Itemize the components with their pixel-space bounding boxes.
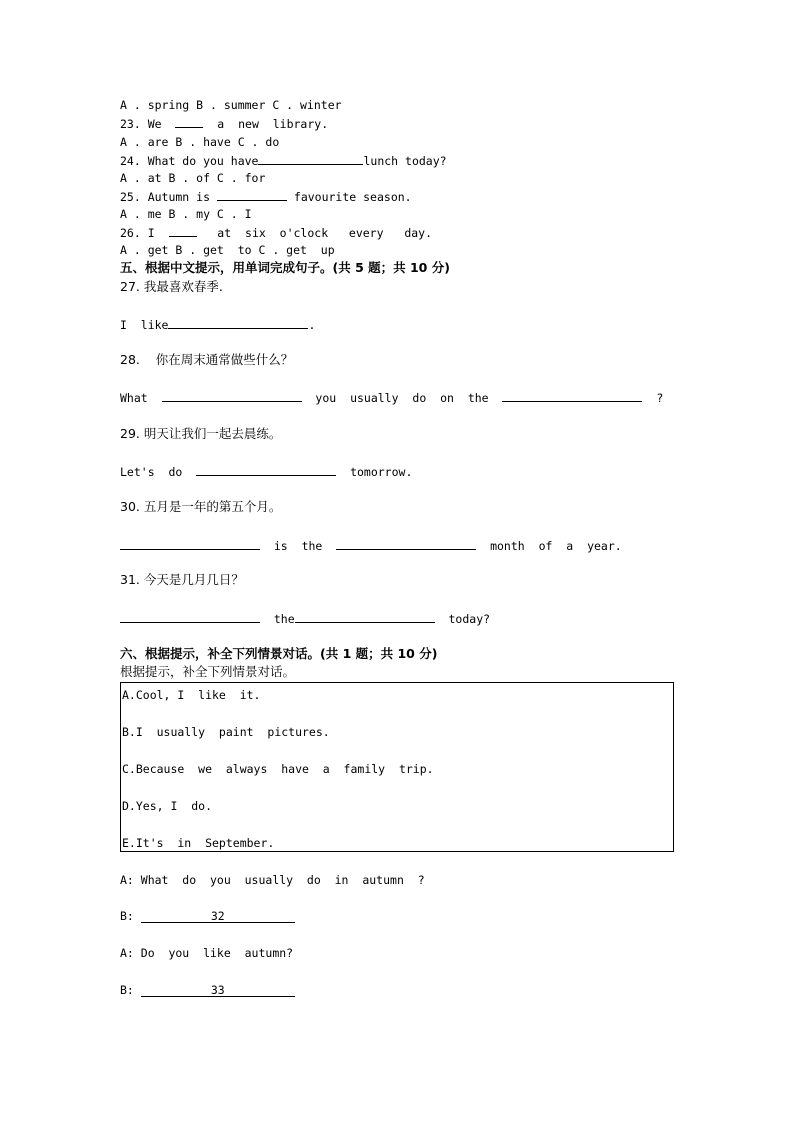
option-item: E.It's in September. bbox=[122, 836, 275, 850]
option-item: A.Cool, I like it. bbox=[122, 688, 261, 702]
dialog-b2-label: B: bbox=[120, 983, 134, 997]
q30-word: month bbox=[490, 539, 525, 553]
q30-answer-line bbox=[120, 538, 622, 553]
q31-chinese-prompt: 31. 今天是几月几日？ bbox=[120, 572, 244, 587]
dialog-b1-label: B: bbox=[120, 909, 134, 923]
q23-num: 23. bbox=[120, 117, 141, 131]
q24-suffix: lunch today? bbox=[363, 154, 447, 168]
q30-word: year. bbox=[587, 539, 622, 553]
q25-blank bbox=[217, 189, 287, 201]
q26-word: o'clock bbox=[279, 226, 329, 240]
option-item: D.Yes, I do. bbox=[122, 799, 213, 813]
q27-blank bbox=[168, 317, 308, 329]
q30-word: is bbox=[273, 539, 288, 553]
q26-options: A . get B . get to C . get up bbox=[120, 243, 335, 257]
q28-blank bbox=[502, 390, 642, 402]
q30-word: of bbox=[538, 539, 553, 553]
options-box bbox=[120, 682, 674, 852]
q28-chinese-prompt: 28. 你在周末通常做些什么？ bbox=[120, 352, 294, 367]
section6-title: 六、根据提示，补全下列情景对话。(共 1 题；共 10 分) bbox=[120, 646, 438, 661]
q33-blank: 33 bbox=[141, 984, 295, 997]
q23-word: library. bbox=[272, 117, 329, 131]
q25-options: A . me B . my C . I bbox=[120, 207, 252, 221]
q29-word: tomorrow. bbox=[350, 465, 413, 479]
section5-title: 五、根据中文提示，用单词完成句子。(共 5 题；共 10 分) bbox=[120, 260, 450, 275]
dialog-b1-line bbox=[120, 909, 295, 923]
q26-word: six bbox=[245, 226, 266, 240]
q29-word: do bbox=[168, 465, 183, 479]
q25-prefix: 25. Autumn is bbox=[120, 190, 211, 204]
section6-instruction: 根据提示，补全下列情景对话。 bbox=[120, 664, 296, 679]
q23-options: A . are B . have C . do bbox=[120, 135, 280, 149]
q26-word: every bbox=[348, 226, 384, 240]
q28-word: you bbox=[315, 391, 337, 405]
dialog-a1: A: What do you usually do in autumn ? bbox=[120, 873, 425, 887]
q27-suffix: . bbox=[308, 318, 316, 332]
q28-answer-line bbox=[120, 390, 663, 405]
dialog-a2: A: Do you like autumn? bbox=[120, 946, 294, 960]
q27-answer-line bbox=[120, 317, 315, 332]
q24-options: A . at B . of C . for bbox=[120, 171, 266, 185]
q26-num: 26. bbox=[120, 226, 141, 240]
q29-word: Let's bbox=[120, 465, 155, 479]
q24-line bbox=[120, 153, 447, 168]
q26-word: at bbox=[217, 226, 232, 240]
q29-chinese-prompt: 29. 明天让我们一起去晨练。 bbox=[120, 426, 282, 441]
q30-blank bbox=[120, 538, 260, 550]
q26-word: day. bbox=[404, 226, 433, 240]
q28-word: on bbox=[440, 391, 454, 405]
option-item: B.I usually paint pictures. bbox=[122, 725, 330, 739]
q31-word: today? bbox=[448, 612, 491, 626]
q23-blank bbox=[175, 116, 203, 128]
q29-answer-line bbox=[120, 464, 412, 479]
q25-line bbox=[120, 189, 412, 204]
q30-word: a bbox=[566, 539, 574, 553]
q27-prefix: I like bbox=[120, 318, 169, 332]
option-item: C.Because we always have a family trip. bbox=[122, 762, 434, 776]
q30-chinese-prompt: 30. 五月是一年的第五个月。 bbox=[120, 499, 282, 514]
q23-line bbox=[120, 116, 328, 131]
q23-word: We bbox=[147, 117, 162, 131]
q28-blank bbox=[162, 390, 302, 402]
q32-blank: 32 bbox=[141, 910, 295, 923]
q31-blank bbox=[120, 611, 260, 623]
q28-word: do bbox=[412, 391, 427, 405]
q24-prefix: 24. What do you have bbox=[120, 154, 259, 168]
q31-blank bbox=[295, 611, 435, 623]
q29-blank bbox=[196, 464, 336, 476]
q28-end: ? bbox=[656, 391, 664, 405]
q25-suffix: favourite season. bbox=[293, 190, 412, 204]
q27-chinese-prompt: 27. 我最喜欢春季. bbox=[120, 279, 223, 294]
q23-word: new bbox=[238, 117, 259, 131]
q26-line bbox=[120, 225, 432, 240]
q31-answer-line bbox=[120, 611, 490, 626]
dialog-b2-line bbox=[120, 983, 295, 997]
q28-word: usually bbox=[350, 391, 399, 405]
q23-word: a bbox=[217, 117, 225, 131]
q26-word: I bbox=[147, 226, 155, 240]
q28-word: What bbox=[120, 391, 148, 405]
q31-word: the bbox=[273, 612, 295, 626]
q22-options: A . spring B . summer C . winter bbox=[120, 98, 342, 112]
q28-word: the bbox=[467, 391, 489, 405]
q26-blank bbox=[169, 225, 197, 237]
q30-blank bbox=[336, 538, 476, 550]
q24-blank bbox=[258, 153, 363, 165]
q30-word: the bbox=[301, 539, 323, 553]
